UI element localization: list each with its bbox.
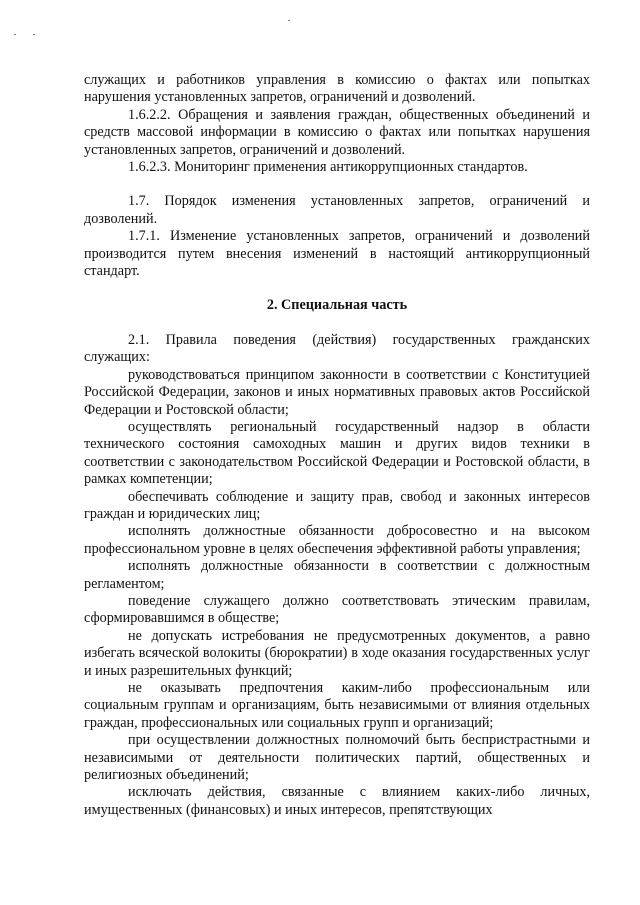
paragraph: исполнять должностные обязанности добросовестно и на высоком профессиональном уровне в целях обеспечения эффективной работы управления; — [84, 523, 590, 557]
paragraph: не оказывать предпочтения каким-либо профессиональным или социальным группам и организациям, быть независимыми от влияния отдельных граждан, профессиональных или социальных групп и организаций; — [84, 680, 590, 731]
paragraph: 1.6.2.2. Обращения и заявления граждан, общественных объединений и средств массовой информации в комиссию о фактах или попытках нарушения установленных запретов, ограничений и дозволений. — [84, 106, 590, 158]
paragraph: 1.6.2.3. Мониторинг применения антикоррупционных стандартов. — [128, 159, 528, 176]
paragraph: поведение служащего должно соответствовать этическим правилам, сформировавшимся в обществе; — [84, 592, 590, 627]
paragraph: исполнять должностные обязанности в соответствии с должностным регламентом; — [84, 558, 590, 592]
paragraph: при осуществлении должностных полномочий быть беспристрастными и независимыми от деятельности политических партий, общественных и религиозных объединений; — [84, 732, 590, 784]
paragraph: осуществлять региональный государственный надзор в области технического состояния самоходных машин и других видов техники в соответствии с законодательством Российской Федерации и Ростовской области, в рамках компетенции; — [84, 418, 590, 488]
section-heading: 2. Специальная часть — [266, 297, 408, 314]
paragraphs-before — [84, 72, 590, 176]
paragraph: исключать действия, связанные с влиянием каких-либо личных, имущественных (финансовых) и иных интересов, препятствующих — [84, 784, 590, 818]
document-page — [84, 72, 590, 819]
paragraph: служащих и работников управления в комиссию о фактах или попытках нарушения установленных запретов, ограничений и дозволений. — [84, 72, 590, 106]
paragraph: обеспечивать соблюдение и защиту прав, свобод и законных интересов граждан и юридических лиц; — [84, 488, 590, 522]
paragraph: 1.7. Порядок изменения установленных запретов, ограничений и дозволений. — [84, 193, 590, 227]
scan-speck — [14, 34, 16, 35]
paragraph-gap — [84, 280, 590, 297]
section-1-7-paragraphs — [84, 193, 590, 280]
paragraph-gap — [84, 315, 590, 332]
paragraph: не допускать истребования не предусмотренных документов, а равно избегать всяческой волокиты (бюрократии) в ходе оказания государственных услуг и иных разрешительных функций; — [84, 627, 590, 679]
section-2-paragraphs — [84, 332, 590, 819]
paragraph: руководствоваться принципом законности в соответствии с Конституцией Российской Федерации, законов и иных нормативных правовых актов Российской Федерации и Ростовской области; — [84, 366, 590, 418]
paragraph: 1.7.1. Изменение установленных запретов, ограничений и дозволений производится путем внесения изменений в настоящий антикоррупционный стандарт. — [84, 228, 590, 280]
scan-speck — [33, 34, 35, 35]
paragraph: 2.1. Правила поведения (действия) государственных гражданских служащих: — [84, 331, 590, 366]
paragraph-gap — [84, 176, 590, 193]
scan-speck — [288, 20, 290, 21]
